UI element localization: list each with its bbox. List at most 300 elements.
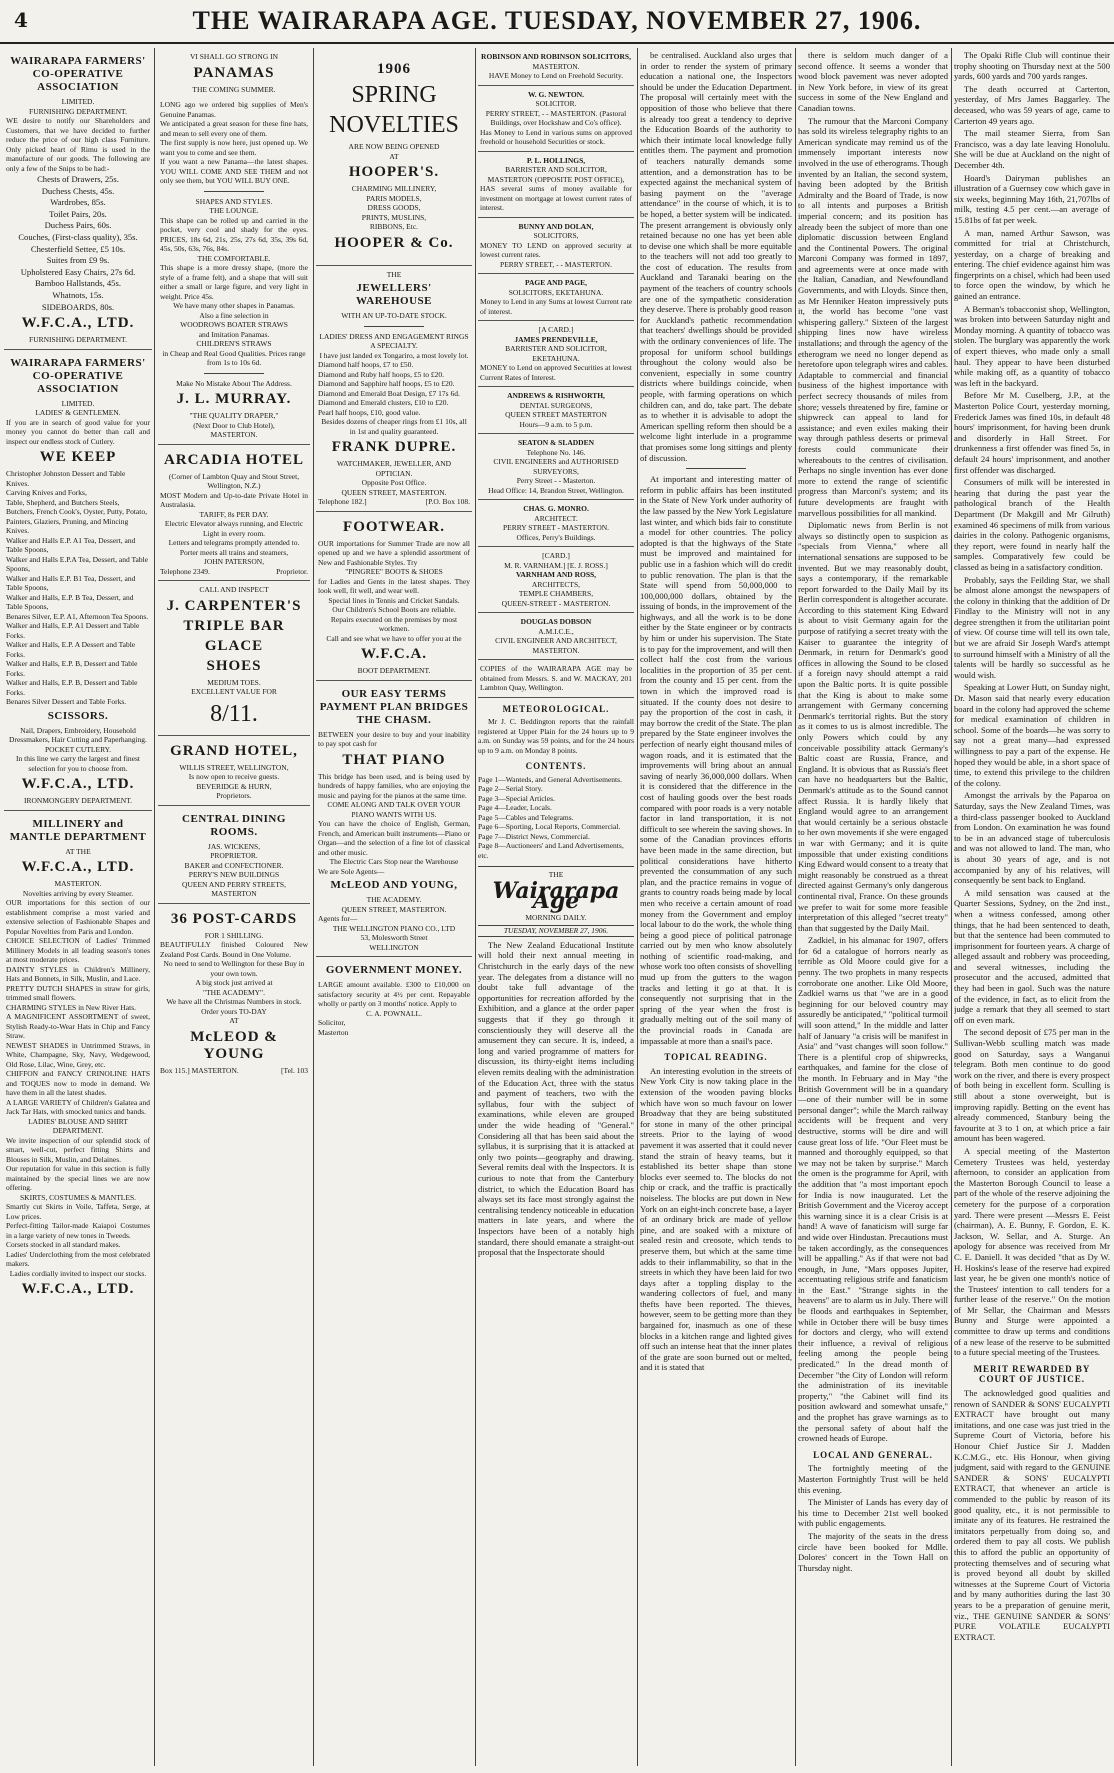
ad-body: Masterton	[318, 1027, 349, 1037]
contents-item: Page 2—Serial Story.	[478, 784, 543, 794]
ad-body: Telephone No. 146.	[526, 447, 586, 457]
ad-subheading: EXCELLENT VALUE FOR	[191, 687, 277, 696]
ad-brand: W.F.C.A., LTD.	[21, 315, 135, 332]
price-item: Wardrobes, 85s.	[50, 197, 106, 208]
ad-subheading: MASTERTON.	[54, 879, 102, 889]
ad-subheading: BAKER and CONFECTIONER.	[184, 860, 284, 870]
ad-body: THE ACADEMY.	[366, 895, 422, 904]
ad-body: Money to Lend in any Sums at lowest Current rate of interest.	[480, 297, 632, 316]
list-item: Walker and Halls, E.P. B, Dessert and Table Forks.	[6, 659, 138, 678]
price-item: Chests of Drawers, 25s.	[37, 174, 119, 184]
ad-body: WE desire to notify our Shareholders and Customers, that we have decided to further reduce the price of our high class Furniture. Only picked heart of Rimu is used in the manufacture of our goods. The following are only a few of the Snips to be had:-	[6, 116, 150, 173]
ad-subheading: COME ALONG AND TALK OVER YOUR PIANO WANTS WITH US.	[327, 800, 461, 819]
solicitor-card	[478, 152, 634, 218]
ad-heading: J. CARPENTER'S	[166, 597, 302, 614]
ad-subheading: SHAPES AND STYLES.	[195, 196, 273, 206]
copies-notice	[478, 660, 634, 698]
list-item: Benares Silver Dessert and Table Forks.	[6, 697, 127, 707]
ad-body: BEVERIDGE & HURN,	[196, 781, 272, 791]
section-heading: CONTENTS.	[525, 761, 587, 772]
solicitor-card	[478, 48, 634, 86]
ad-year: 1906	[377, 61, 411, 77]
ad-body: THE WELLINGTON PIANO CO., LTD	[332, 923, 456, 933]
ad-body: WELLINGTON	[369, 942, 419, 952]
ad-heading: WAIRARAPA FARMERS' CO-OPERATIVE ASSOCIATION	[10, 356, 146, 395]
architect-card	[478, 500, 634, 547]
po-box: Box 115.]	[160, 1065, 190, 1075]
list-item: Carving Knives and Forks,	[6, 488, 87, 498]
ad-body: BEAUTIFULLY finished Coloured New Zealand Post Cards. Bound in One Volume.	[160, 940, 308, 959]
ad-body: Letters and telegrams promptly attended to.	[168, 538, 300, 547]
ad-body: If you are in search of good value for your money you cannot do better than call and inspect our endless stock of Cutlery.	[6, 417, 150, 446]
telephone-number: Telephone 2349.	[160, 566, 210, 576]
ad-brand: McLEOD AND YOUNG,	[330, 879, 458, 891]
ad-subheading: FOR 1 SHILLING.	[204, 930, 264, 940]
price-item: Diamond and Ruby half hoops, £5 to £20.	[318, 369, 445, 379]
ad-subheading: LIMITED.	[61, 97, 95, 106]
ad-body: BARRISTER AND SOLICITOR,	[505, 344, 607, 353]
column-1	[4, 48, 152, 1766]
article-paragraph: The Minister of Lands has every day of his time to December 21st well booked with public engagements.	[798, 1497, 948, 1529]
list-item: A LARGE VARIETY of Children's Galatea and Jack Tar Hats, with smocked tunics and bands.	[6, 1097, 150, 1117]
list-item: Christopher Johnston Dessert and Table Knives.	[6, 469, 126, 488]
ad-heading: SHOES	[206, 657, 262, 674]
ad-subheading: THE COMFORTABLE.	[197, 253, 271, 263]
price-label: 8/11.	[210, 700, 258, 727]
list-item: Walker and Halls, E.P. A Dessert and Table Forks.	[6, 640, 136, 659]
ad-body: The Electric Cars Stop near the Warehouse	[329, 857, 459, 866]
list-item: PRINTS, MUSLINS,	[361, 212, 427, 222]
ad-subheading: AT THE	[65, 846, 91, 856]
ad-heading: ARCADIA HOTEL	[163, 451, 305, 468]
list-item: PARIS MODELS,	[366, 193, 422, 203]
article-paragraph: The death occurred at Carterton, yesterday, of Mrs James Baggarley. The deceased, who was 59 years of age, came to Carterton 49 years ago.	[954, 83, 1110, 126]
ad-body: OUR importations for this section of our establishment comprise a most varied and extensive selection of Fashionable Shapes and Popular Novelties from Paris and London.	[6, 898, 150, 936]
price-item: Diamond half hoops, £7 to £50.	[318, 360, 414, 369]
price-item: Duchess Pairs, 60s.	[44, 220, 112, 231]
ad-heading: WAIRARAPA FARMERS' CO-OPERATIVE ASSOCIATION	[10, 55, 146, 93]
ad-subheading: THE COMING SUMMER.	[192, 84, 276, 94]
article-paragraph: The Opaki Rifle Club will continue their trophy shooting on Thursday next at the 500 yards, 600 yards and 700 yards ranges.	[954, 50, 1110, 82]
wfca-furniture-ad	[4, 48, 152, 350]
ad-subheading: "PINGREE" BOOTS & SHOES	[345, 567, 443, 576]
ad-body: Ladies' Underclothing from the most celebrated makers.	[6, 1249, 150, 1269]
ad-body: and Imitation Panamas.	[198, 329, 270, 339]
ad-body: ARCHITECTS,	[531, 579, 581, 589]
ad-brand: HOOPER & Co.	[334, 234, 454, 251]
ad-body: Opposite Post Office.	[361, 478, 427, 487]
ad-body: Also a fine selection in	[199, 310, 269, 320]
ad-body: Our reputation for value in this section is fully maintained by the special lines we are now offering.	[6, 1164, 150, 1193]
article-paragraph: be centralised. Auckland also urges that in order to render the system of primary education a national one, the Inspectors should be under the Education Department. The proposal will certainly meet with the opposition of those who believe that there is already too great a tendency to deprive the Education Boards of the authority to which their intimate local knowledge fully entitles them. The payment and promotion of teachers naturally demands some attention, and a demonstration has to be expected against the mechanical system of basing payment on the "average attendance" in the course of which, it is to be hoped, a better system will be indicated. The present arrangement is obviously only retained because no one has yet been able to devise one which shall be more equitable to the teachers will not add too greatly to the cost of education. The results from Auckland and Taranaki bearing on the payment of the teachers of country schools are one of the sympathetic consideration they deserve. There is probably good reason for Auckland's pathetic recommendation that teachers' dwellings should be provided with the ordinary conveniences of life. The proposal for uniform school buildings throughout the colony would also be convenient, especially in some country districts where buildings coincide, when people, with farming operations on which children can, and do, take part. The debate as to whether it is advisable to adopt the American spelling reform then should be a welcome light interlude in a programme that promises some long sittings and plenty of discussion.	[640, 50, 792, 463]
list-item: DAINTY STYLES in Children's Millinery, Hats and Bonnets, in Silk, Muslin, and Lace.	[6, 964, 150, 984]
ad-subheading: IRONMONGERY DEPARTMENT.	[23, 796, 133, 806]
article-paragraph: At important and interesting matter of reform in public affairs has been instituted in the State of New York under authority of the law passed by the New York Legislature last winter, and which bids fair to constitute a model for other countries. The policy adopted is that the highways of the State must be improved and maintained for public use in a fashion which will do credit to public renovation. The plan is that the State will spend from 50,000,000 to 100,000,000 dollars, obtained by the issuing of bonds, in the improvement of the highways, and all the work is to be done either by the State engineer or by contracts by him or under his supervision. The State is to pay for the improvement, and will then collect half the cost from the various localities in the proportion of 35 per cent. from the county and 15 per cent. from the town in which the improved road is situated. If the county does not desire to pay the proportion of the cost in cash, it may borrow the credit of the State. The plan prepared by the State engineer involves the perfection of nearly eight thousand miles of wagon roads, and it is estimated that the improvements will bring about an annual saving of nearly 36,000,000 dollars. When it is considered that the difference in the cost of hauling goods over the best roads compared with poor roads is a very notable factor in land transportation, it is not difficult to see wherein the saving shows. In some of the Canadian provinces efforts have been made in the same direction, but political considerations have hitherto prevented the consummation of any such plan, and the practice remains in vogue of grants to country roads being made by local men who receive a certain amount of road money from the Government and employ local labour to do the work, the whole thing being a good piece of political patronage carried out by men who know absolutely nothing of scientific road-making, and whose work too often consists of shovelling mud up from the gutters to the wagon tracks and letting it go at that. It is consequently not surprising that in the spring of the year when the frost is gradually melting out of the soil many of the provincial roads in Canada are impassable at more than a snail's pace.	[640, 474, 792, 1046]
column-2	[158, 48, 310, 1766]
ad-heading: CHAS. G. MONRO.	[523, 504, 589, 513]
ad-body: HAS several sums of money available for investment on mortgage at lowest current rates of interest.	[480, 184, 632, 212]
masthead-the: THE	[548, 870, 564, 880]
central-dining-ad	[158, 806, 310, 904]
ad-body: Porter meets all trains and steamers,	[179, 547, 289, 557]
list-item: Table, Shepherd, and Butchers Steels,	[6, 497, 120, 507]
ad-body: QUEEN STREET MASTERTON	[505, 410, 607, 419]
ad-heading: SPRING	[351, 82, 437, 108]
ad-subheading: "THE QUALITY DRAPER,"	[189, 411, 279, 420]
ad-body: LARGE amount available. £300 to £10,000 on satisfactory security at 4½ per cent. Repayable wholly or partly on 3 months' notice. Apply to	[318, 980, 470, 1008]
ad-body: BETWEEN your desire to buy and your inability to pay spot cash for	[318, 729, 470, 748]
list-item: CHIFFON and FANCY CRINOLINE HATS and TOQUES now to mode in demand. We have them in all the latest shades.	[6, 1069, 150, 1098]
jewellers-ad	[316, 266, 472, 512]
contents-item: Page 5—Cables and Telegrams.	[478, 812, 574, 822]
ad-subheading: AT	[389, 151, 399, 161]
article-paragraph: The majority of the seats in the dress circle have been booked for Mdlle. Dolores' concert in the Town Hall on Thursday night.	[798, 1530, 948, 1573]
column-rule	[475, 48, 476, 1766]
ad-subheading: LIMITED.	[61, 398, 95, 408]
postcards-ad	[158, 904, 310, 1080]
price-item: Diamond and Sapphire half hoops, £5 to £20.	[318, 379, 455, 388]
ad-heading: DOUGLAS DOBSON	[520, 617, 592, 626]
price-item: Upholstered Easy Chairs, 27s 6d.	[20, 266, 136, 277]
page-number: 4	[14, 8, 28, 32]
section-heading: MERIT REWARDED BY COURT OF JUSTICE.	[973, 1363, 1091, 1385]
contents-item: Page 8—Auctioneers' and Land Advertisements, etc.	[478, 841, 624, 860]
article-paragraph: Diplomatic news from Berlin is not always so distinctly open to suspicion as "specials from Vienna," where all international sensations are supposed to be invented. But we may reasonably doubt, says a contemporary, if the remarkable report forwarded to the Daily Mail by its Berlin correspondent is altogether accurate. According to this statement King Edward is about to visit Germany again for the purpose of ratifying a secret treaty with the Kaiser to guarantee the integrity of Denmark, in return for Denmark's good offices in allowing the Sound to be closed if a foreign navy should attempt a raid upon the Baltic ports. It is quite possible that the King is about to make some arrangement with Germany concerning Denmark's territorial rights. But the story as it comes to us is almost incredible. The only Powers which could by any conceivable possibility attack Germany's Baltic coast are Russia, France, and England. It is obvious that as Russia's fleet can have no headquarters but the Baltic, Denmark's attitude as to the Sound cannot affect Russia. It is hardly likely that England would agree to an arrangement that would certainly be a serious obstacle to her own movements if she were engaged in war with Germany; and it is quite impossible that under existing conditions King Edward would consent to a treaty that might reasonably be construed as a threat directed against Germany's only dangerous continental rival, France. On these grounds we prefer to wait for some more feasible interpretation of this alleged "secret treaty" than that suggested by the Daily Mail.	[798, 520, 948, 933]
ad-body: HAVE Money to Lend on Freehold Security.	[488, 71, 624, 80]
ad-brand: HOOPER'S.	[348, 164, 440, 180]
contents-item: Page 4—Leader, Locals.	[478, 803, 552, 813]
ad-subheading: "THE ACADEMY".	[203, 987, 265, 997]
ad-body: We invite inspection of our splendid stock of smart, well-cut, perfect fitting Shirts and Blouses in Silk, Muslin, and Delaines.	[6, 1135, 150, 1164]
ad-subheading: FURNISHING DEPARTMENT.	[29, 106, 127, 116]
article-paragraph: The fortnightly meeting of the Masterton Fortnightly Trust will be held this evening.	[798, 1463, 948, 1495]
ad-body: JOHN PATERSON,	[203, 557, 265, 566]
article-paragraph: An interesting evolution in the streets of New York City is now taking place in the extension of the wooden paving blocks which have won so much favour on lower Broadway that they are being substituted for stone in many of the other principal streets. Prior to the laying of wood pavement it was asserted that it could never stand the strain of heavy teams, but it established its better shape than stone blocks ever seemed to. The blocks do not chip or crack, and the traffic is practically noiseless. The blocks are put down in New York on an eight-inch concrete base, a layer of an ordinary brick are made of yellow pine, and are soaked with a mixture of sealed resin and creosote, which tends to preserve them, but which at the same time adds to their inflammability, so that in the streets in which they have been laid for two days after a toppling display to the wandering collectors of fuel, and many thefts have been reported. The thieves, however, seem to be getting more than they bargained for, inasmuch as one of these blocks in a kitchen range and lighted gives off such an intense heat that the inner plates of the grate are soon burned out or melted, and it is stated that	[640, 1065, 792, 1373]
ad-body: SOLICITORS, EKETAHUNA.	[508, 287, 604, 297]
ad-body: in Cheap and Real Good Qualities. Prices range from 1s to 10s 6d.	[162, 348, 306, 367]
ad-body: M. R. VARNHAM.] [E. J. ROSS.]	[504, 560, 608, 570]
ad-body: Corsets stocked in all standard makes.	[6, 1240, 121, 1250]
ad-body: A big stock just arrived at	[195, 978, 273, 987]
ad-heading: BUNNY AND DOLAN,	[518, 221, 594, 231]
ad-body: This shape is a more dressy shape, (more the style of a frame felt), and a shape that will suit either a small or large figure, and very light in weight. Price 45s.	[160, 263, 308, 301]
list-item: RIBBONS, Etc.	[369, 222, 419, 231]
column-rule	[154, 48, 155, 1766]
ad-role: PROPRIETOR.	[210, 851, 258, 860]
price-item: Duchess Chests, 45s.	[41, 185, 115, 196]
ad-body: In this line we carry the largest and finest selection for you to choose from.	[16, 754, 140, 773]
article-paragraph: The rumour that the Marconi Company has sold its wireless telegraphy rights to an American syndicate may remind us of the immensely important interests now involved in the use of etherograms. Though invented by an Italian, the second system, having been adopted by the British Admiralty and the Board of Trade, is now to all intents and purposes a British imperial concern; and its position has already been the subject of more than one diplomatic discussion between England and the Continental Powers. The original Marconi Company was formed in 1897, and agreements were at once made with the Italian, Canadian, and Newfoundland Governments, and with Lloyds. Since then, as Mr Henniker Heaton impressively puts it, the world has become "one vast whispering gallery." Sixteen of the largest shipping lines now have wireless installations; and through the agency of the etherogram we need no longer depend as heretofore upon telegraph wires and cables. Adaptable to commercial and financial business of the highest importance with perfect secrecy thousands of miles from shore; vessels threatened by fire, famine or shipwreck can appeal to land for assistance; and even exiles making their way through pathless deserts or primeval forests could communicate their whereabouts to the centres of civilisation. Perhaps no single invention has ever done more to extend the range of scientific progress than Marconi's system; and its future developments are fraught with marvellous possibilities for all mankind.	[798, 115, 948, 518]
ad-subheading: THE	[386, 269, 402, 279]
contents-item: Page 6—Sporting, Local Reports, Commercial.	[478, 822, 621, 832]
ad-body: Smartly cut Skirts in Voile, Taffeta, Serge, at Low prices.	[6, 1202, 150, 1221]
section-heading: TOPICAL READING.	[664, 1052, 768, 1063]
column-rule	[637, 48, 638, 1766]
section-heading: METEOROLOGICAL.	[502, 703, 610, 714]
article-paragraph: The New Zealand Educational Institute will hold their next annual meeting in Christchurch in the early days of the new year. The delegates from a distance will no doubt take full advantage of the opportunities for recreation afforded by the Exhibition, and a glance at the order paper suggests that if they go through it conscientiously they will deserve all the amusement they can secure. It is, indeed, a long and varied programme of matters for discussion, its thirty-eight items including eleven remits dealing with the administration of the Education Act, three with the status and payment of teachers, two with the syllabus, four with the subject of examinations, while eleven are grouped under the wide heading of "General." Considering all that has been said about the syllabus, it is surprising that it is attacked at only two points—geography and drawing. Several remits deal with the Inspectors. It is curious to note that from the Canterbury district, to which the Education Board has always set its face most strongly against the centralising tendency noticeable in education matters in late years, and where the Inspectors have been of a notably high standard, there should emanate a straight-out proposal that the Inspectorate should	[478, 939, 634, 1258]
ad-body: (Corner of Lambton Quay and Stout Street, Wellington, N.Z.)	[168, 471, 300, 490]
solicitor-card	[478, 218, 634, 275]
government-money-ad	[316, 957, 472, 1041]
ad-heading: ANDREWS & RISHWORTH,	[507, 391, 605, 400]
ad-brand: FRANK DUPRE.	[331, 439, 457, 455]
ad-body: MASTERTON.	[210, 430, 258, 439]
ad-heading: ROBINSON AND ROBINSON SOLICITORS,	[481, 52, 631, 61]
ad-label: [CARD.]	[542, 551, 570, 560]
list-item: DRESS GOODS,	[367, 203, 421, 212]
solicitor-card	[478, 86, 634, 152]
ad-body: This bridge has been used, and is being used by hundreds of happy families, who are enjoying the music and paying for the pianos at the same time.	[318, 771, 470, 800]
piano-ad	[316, 681, 472, 958]
ad-brand: W.F.C.A., LTD.	[21, 1281, 135, 1298]
ad-body: Perry Street - - Masterton.	[516, 476, 596, 485]
ad-body: Perfect-fitting Tailor-made Kaiapoi Costumes in a large variety of new tones in Tweeds.	[6, 1221, 150, 1240]
ad-subheading: FURNISHING DEPARTMENT.	[29, 335, 127, 345]
hoopers-ad	[316, 48, 472, 266]
ad-body: 53, Molesworth Street	[360, 933, 428, 942]
article-paragraph: A mild sensation was caused at the Quarter Sessions, Sydney, on the 2nd inst., when a witness confessed, among other things, that he had been sentenced to death, but that the sentence had been commuted to imprisonment for fourteen years. A charge of alleged assault and robbery was proceeding, and several witnesses, including the prosecutor and the accused, admitted that they had been in gaol. Such was the nature of the evidence, in fact, as to elicit from the judge a remark that they all seemed to start off on even mark.	[954, 887, 1110, 1025]
ad-body: CIVIL ENGINEER AND ARCHITECT,	[495, 636, 617, 645]
article-paragraph: Mr J. C. Beddington reports that the rainfall registered at Upper Plain for the 24 hours up to 9 a.m. on Sunday was 59 points, and for the 24 hours up to 9 a.m. on Monday 8 points.	[478, 717, 634, 755]
price-item: Couches, (First-class quality), 35s.	[18, 231, 138, 242]
ad-body: If you want a new Panama—the latest shapes. YOU WILL COME AND SEE THEM and not only see them, but YOU WILL BUY ONE.	[160, 157, 308, 185]
ad-body: PERRY STREET, - - MASTERTON. (Pastoral Buildings, over Hockshaw and Co's office).	[485, 108, 627, 127]
ad-body: Electric Elevator always running, and Electric Light in every room.	[164, 519, 304, 538]
ad-body: EKETAHUNA.	[532, 353, 580, 363]
list-item: Walker and Halls, E.P. A1 Dessert and Table Forks.	[6, 621, 140, 640]
ad-heading: OUR EASY TERMS PAYMENT PLAN BRIDGES THE CHASM.	[319, 687, 469, 726]
ad-body: PERRY STREET - MASTERTON.	[502, 523, 610, 532]
article-paragraph: Zadkiel, in his almanac for 1907, offers for 6d a catalogue of horrors nearly as terrible as Old Moore could give for a penny. The two prophets in many respects corroborate one another. Like Old Moore, Zadkiel warns us that "we are in a good beginning for our beloved country may assuredly be anticipated," "political turmoil will soon attend," In the middle and latter half of January "a crisis will be manifest in Asia" and "vast changes will soon follow." There is a plentiful crop of shipwrecks, earthquakes, and famine for the close of the month. In February and in May "the British Government will be in a quandary—one of their number will be in some personal danger"; while the March railway accidents will be frequent and very destructive, storms will be dire and will cause great loss of life. "Our Fleet must be manned and thoroughly equipped, so that we may not be taken by surprise." March the omen is the programme for April, with the addition that "a most important epoch for India is now inaugurated. Let the British Government and the Viceroy accept this warning since it is a clear Crisis is at hand! A wave of fanaticism will surge far and wide over Hindustan. Precautions must be taken accordingly, as the consequences will be appalling." As if that were not bad enough, in June, "Mars opposes Jupiter, accentuating religious strife and fanaticism in the East." "Strange sights in the heavens" are to alarm us in July. There will be floods and earthquakes in September, while in October there will be busy times for doctors and clergy, who will extend their influence, a revival of religious feeling among the people being predicated." In the dread month of December "the City of London will reform the administration of its inevitable property," "the Cabinet will find its position awkward and somewhat unsafe," and the prophet has grave warnings as to the personal safety of about half the crowned heads of Europe.	[798, 935, 948, 1444]
article-paragraph: A Berman's tobacconist shop, Wellington, was broken into between Saturday night and Monday morning. A quantity of tobacco was stolen. The burglary was apparently the work of expert thieves, who made only a small haul. They appear to have been disturbed while making off, as a quantity of tobacco was left in the backyard.	[954, 303, 1110, 388]
list-item: Butchers, French Cook's, Oyster, Putty, Potato, Painters, Glaziers, Pruning, and Mincing Knives.	[6, 507, 147, 536]
ad-heading: JAMES PRENDEVILLE,	[514, 334, 598, 344]
ad-subheading: ARE NOW BEING OPENED	[348, 142, 440, 151]
ad-body: No need to send to Wellington for these Buy in your own town.	[163, 959, 305, 978]
article-paragraph: Amongst the arrivals by the Paparoa on Saturday, says the New Zealand Times, was a third-class passenger booked to Auckland from London. On examination he was found to be in an advanced stage of tuberculosis and was not allowed to land. The man, who is about 30 years of age, and is not accompanied by any of his relatives, will consequently be sent back to England.	[954, 790, 1110, 886]
editorial-masthead	[478, 866, 634, 937]
ad-body: We anticipated a great season for these fine hats, and mean to sell every one of them.	[160, 119, 308, 138]
article-paragraph: Hoard's Dairyman publishes an illustration of a Guernsey cow which gave in six weeks, beginning May 16th, 21,707lbs of milk, testing 4.5 per cent.—an average of 15.81bs of fat per week.	[954, 172, 1110, 225]
ad-body: (Next Door to Club Hotel),	[193, 420, 275, 430]
ad-body: for Ladies and Gents in the latest shapes. They look well, fit well, and wear well.	[318, 576, 470, 595]
ad-subheading: MEDIUM TOES.	[207, 677, 261, 687]
ad-brand: W.F.C.A., LTD.	[21, 776, 135, 793]
ad-body: OUR importations for Summer Trade are now all opened up and we have a splendid assortment of New and Fashionable Styles. Try	[318, 538, 470, 567]
price-item: Diamond and Emerald Boat Design, £7 17s 6d.	[318, 388, 460, 398]
editorial-title: Wairarapa Age	[492, 877, 620, 915]
price-item: Whatnots, 15s.	[52, 289, 104, 300]
solicitor-card	[478, 321, 634, 387]
ad-subheading: CHILDREN'S STRAWS	[196, 339, 272, 348]
ad-body: TEMPLE CHAMBERS,	[518, 589, 594, 598]
ad-heading: MILLINERY and MANTLE DEPARTMENT	[9, 817, 147, 843]
ad-heading: 36 POST-CARDS	[170, 910, 298, 927]
ad-heading: THAT PIANO	[342, 751, 446, 768]
section-heading: LOCAL AND GENERAL.	[813, 1449, 933, 1460]
ad-body: ARCHITECT.	[534, 513, 578, 523]
price-item: Bamboo Hallstands, 45s.	[35, 278, 121, 289]
column-rule	[313, 48, 314, 1766]
ad-heading: PANAMAS	[193, 64, 275, 81]
column-5	[640, 48, 792, 1766]
ad-subheading: CALL AND INSPECT	[199, 585, 269, 594]
ad-heading: FOOTWEAR.	[343, 518, 445, 535]
ad-body: DENTAL SURGEONS,	[519, 400, 593, 410]
price-item: Chesterfield Settee, £5 10s.	[30, 243, 126, 254]
ad-body: We are Sole Agents—	[318, 866, 385, 876]
carpenters-shoes-ad	[158, 581, 310, 736]
ad-subheading: POCKET CUTLERY.	[45, 744, 111, 754]
editorial-subtitle: MORNING DAILY.	[525, 912, 587, 922]
article-paragraph: The mail steamer Sierra, from San Francisco, was a day late leaving Honolulu. She will be due at Auckland on the night of December 4th.	[954, 128, 1110, 170]
ad-body: MASTERTON.	[532, 645, 580, 655]
engineer-card	[478, 434, 634, 500]
ad-body: Is now open to receive guests.	[188, 772, 280, 781]
ad-body: MASTERTON (OPPOSITE POST OFFICE),	[487, 174, 625, 184]
article-paragraph: The second deposit of £75 per man in the Sullivan-Webb sculling match was made good on Saturday, says a Wanganui telegram. Both men continue to do good work on the river, and there is every prospect of both being in excellent form. Sculling is still about a stone overweight, but is improving rapidly. Betting on the event has already commenced, Stanbury being the favourite at 3 to 1 on, at which price a fair amount has been wagered.	[954, 1027, 1110, 1144]
ad-body: MONEY TO LEND on approved security at lowest current rates.	[480, 240, 632, 259]
ad-body: Besides dozens of cheaper rings from £1 10s, all in 1st and quality guaranteed.	[321, 417, 467, 436]
ad-body: BARRISTER AND SOLICITOR,	[505, 165, 607, 174]
ad-body: This shape can be rolled up and carried in the pocket, very cool and shady for the eyes. PRICES, 18s 6d, 21s, 25s, 27s 6d, 35s, 39s 6d, 45s, 50s, 63s, 76s, 84s.	[160, 215, 308, 253]
article-paragraph: Speaking at Lower Hutt, on Sunday night, Dr. Mason said that nearly every education board in the colony had approved the scheme for medical examination of children in school. Some of the boards—he was sorry to say not a great many—had expressed willingness to pay a part of the expense. He hoped they would be able, in a short space of time, to extend this privilege to the children of the colony.	[954, 682, 1110, 788]
ad-body: QUEEN AND PERRY STREETS,	[182, 879, 286, 889]
article-paragraph: A special meeting of the Masterton Cemetery Trustees was held, yesterday afternoon, to consider an application from the Masterton Borough Council to lease a part of the whole of the reserve adjoining the cemetery for the purpose of a corporation yard. There were present —Messrs E. Feist (chairman), A. E. Bunny, F. Gordon, E. K. Jackson, W. Sellar, and A. Sturge. An apology for absence was received from Mr C. E. Daniell. It was decided "that as Dy W. H. Hoskins's lease of the reserve had expired last year, he be given one month's notice of the Trustees' intention to call tenders for a further lease of the reserve." On the motion of Mr Sellar, the Chairman and Messrs Bunny and Sturge were appointed a committee to draw up terms and conditions of a new lease of the reserve to be submitted to a future special meeting of the Trustees.	[954, 1145, 1110, 1358]
solicitor-card	[478, 274, 634, 321]
ad-role: Proprietors.	[216, 791, 252, 800]
ad-heading: GOVERNMENT MONEY.	[325, 964, 463, 976]
arcadia-hotel-ad	[158, 445, 310, 582]
ad-heading: NOVELTIES	[329, 112, 459, 138]
contents-item: Page 3—Special Articles.	[478, 793, 555, 803]
ad-subheading: THE LOUNGE.	[209, 206, 259, 215]
ad-subheading: TARIFF, 8s PER DAY.	[199, 509, 269, 519]
article-paragraph: Before Mr M. Cuselberg, J.P., at the Masterton Police Court, yesterday morning, Frederick James was fined 10s, in default 48 hours' imprisonment, for having been drunk and disorderly in Hall Street. For drunkenness a first offender was fined 5s, in default 24 hours' imprisonment, and another first offender was discharged.	[954, 390, 1110, 475]
ad-body: Agents for—	[318, 914, 358, 923]
ad-body: Hours—9 a.m. to 5 p.m.	[519, 419, 593, 429]
ad-body: QUEEN-STREET - MASTERTON.	[501, 598, 611, 608]
price-item: Toilet Pairs, 20s.	[49, 208, 107, 219]
list-item: NEWEST SHADES in Untrimmed Straws, in White, Champagne, Sky, Navy, Wedgewood, Old Rose, Lilac, Wine, Grey, etc.	[6, 1040, 150, 1069]
ad-label: [A CARD.]	[538, 325, 574, 334]
wfca-millinery-ad	[4, 811, 152, 1306]
ad-body: We have all the Christmas Numbers in stock. Order yours TO-DAY	[166, 997, 302, 1016]
po-box: [P.O. Box 108.	[425, 497, 470, 506]
wfca-cutlery-ad	[4, 350, 152, 811]
ad-body: QUEEN STREET, MASTERTON.	[341, 904, 447, 914]
article-paragraph: Consumers of milk will be interested in hearing that during the past year the pathological branch of the Health Department (Dr Makgill and Mr Gilruth) examined 46 specimens of milk from various dairies in the colony. Pathogenic organisms, they report, were found in nearly half the samples. Comparatively few could be classed as being in a satisfactory condition.	[954, 477, 1110, 572]
article-paragraph: Probably, says the Feilding Star, we shall be almost alone amongst the newspapers of the colony in thinking that the addition of Dr Findlay to the Ministry will not in any degree strengthen it from the utilitarian point of view. Of course time will tell its own tale, but we are afraid Sir Joseph Ward's attempt to surround himself with a Ministry of all the talents will be hardly so successful as he would wish.	[954, 574, 1110, 680]
ad-heading: GRAND HOTEL,	[170, 742, 298, 759]
dental-card	[478, 387, 634, 434]
ad-body: CIVIL ENGINEERS and AUTHORISED SURVEYORS,	[493, 457, 619, 476]
ad-body: Has Money to Lend in various sums on approved freehold or household Securities or stock.	[480, 127, 632, 146]
newspaper-title: THE WAIRARAPA AGE. TUESDAY, NOVEMBER 27, 1906.	[192, 6, 922, 35]
article-paragraph: A man, named Arthur Sawson, was committed for trial at Christchurch, yesterday, on a charge of breaking and entering. The chief evidence against him was fingerprints on a chisel, which had been used to force open the window, by which he gained an entrance.	[954, 227, 1110, 302]
ad-subheading: WILLIS STREET, WELLINGTON,	[179, 762, 289, 772]
ad-body: The first supply is now here, just opened up. We want you to come and see them.	[160, 138, 308, 157]
column-4	[478, 48, 634, 1766]
ad-subheading: WATCHMAKER, JEWELLER, AND OPTICIAN.	[336, 459, 452, 478]
ad-body: Our Children's School Boots are reliable.	[332, 605, 456, 614]
ad-body: SOLICITOR.	[535, 99, 577, 108]
ad-heading: P. L. HOLLINGS,	[526, 155, 586, 165]
ad-body: Nail, Drapers, Embroidery, Household Dressmakers, Hair Cutting and Paperhanging.	[9, 725, 147, 745]
ad-subheading: SKIRTS, COSTUMES & MANTLES.	[19, 1192, 137, 1202]
list-item: CHARMING MILLINERY,	[351, 184, 437, 193]
ad-body: Solicitor,	[318, 1018, 346, 1027]
price-item: SIDEBOARDS, 80s.	[41, 301, 115, 312]
ad-body: I have just landed ex Tongariro, a most lovely lot.	[319, 350, 469, 360]
column-rule	[951, 48, 952, 1766]
ad-body: PERRY STREET, - - MASTERTON.	[500, 259, 612, 269]
ad-heading: VARNHAM AND ROSS,	[515, 570, 597, 579]
list-item: Walker and Halls, E.P. B Tea, Dessert, and Table Spoons,	[6, 592, 134, 612]
article-paragraph: The acknowledged good qualities and renown of SANDER & SONS' EUCALYPTI EXTRACT have brought out many imitations, and one case was just tried in the Supreme Court of Victoria, before his Honour Chief Justice Sir J. Madden K.C.M.G., etc. His Honour, when giving judgment, said with regard to the GENUINE SANDER & SONS' EUCALYPTI EXTRACT, that whenever an article is commended to the public by reason of its good quality, etc., it is not permissible to imitate any of its features. He restrained the imitators perpetually from doing so, and ordered them to pay all costs. We publish this to afford the public an opportunity of protecting themselves and of securing what is proved beyond all doubt by skilled witnesses at the Supreme Court of Victoria and by many authorities during the last 30 years to be a preparation of genuine merit, viz., THE GENUINE SANDER & SONS' PURE VOLATILE EUCALYPTI EXTRACT.	[954, 1388, 1110, 1642]
ad-body: Novelties arriving by every Steamer.	[22, 888, 134, 898]
masthead	[0, 0, 1114, 44]
ad-body: Ladies cordially invited to inspect our stocks.	[9, 1268, 147, 1278]
ad-body: MONEY to Lend on approved Securities at lowest Current Rates of Interest.	[480, 363, 632, 382]
ad-brand: W.F.C.A., LTD.	[21, 859, 135, 876]
footwear-ad	[316, 512, 472, 681]
price-item: Suites from £9 9s.	[46, 255, 110, 266]
ad-body: MASTERTON.	[532, 61, 580, 71]
list-item: Benares Silver, E.P. A1, Afternoon Tea Spoons.	[6, 611, 149, 621]
ad-subheading: WITH AN UP-TO-DATE STOCK.	[341, 311, 447, 320]
ad-heading: JEWELLERS' WAREHOUSE	[355, 282, 433, 307]
article-paragraph: there is seldom much danger of a second offence. It seems a wonder that wood block pavement was never adopted in New York before, in view of its great success in some of the New England and Canadian towns.	[798, 50, 948, 113]
list-item: Walker and Halls E.P. A1 Tea, Dessert, and Table Spoons,	[6, 535, 136, 555]
engineer-card	[478, 613, 634, 660]
ad-heading: PAGE AND PAGE,	[524, 278, 587, 287]
telephone-number: Telephone 182.]	[318, 497, 367, 506]
ad-brand: W.F.C.A.	[360, 646, 428, 662]
ad-body: Repairs executed on the premises by most workmen.	[330, 614, 458, 633]
ad-body: C. A. POWNALL.	[365, 1008, 423, 1018]
ad-body: Make No Mistake About The Address.	[176, 378, 292, 388]
ad-subheading: LADIES' BLOUSE AND SHIRT DEPARTMENT.	[28, 1116, 128, 1136]
list-item: CHOICE SELECTION of Ladies' Trimmed Millinery Models in all leading season's tones at most moderate prices.	[6, 936, 150, 965]
column-6	[798, 48, 948, 1766]
ad-body: Call and see what we have to offer you at the	[326, 633, 462, 643]
ad-town: MASTERTON.	[191, 1065, 239, 1075]
price-item: Pearl half hoops, £10, good value.	[318, 407, 421, 417]
ad-role: Proprietor.	[276, 566, 308, 576]
ad-body: MASTERTON	[211, 889, 257, 898]
telephone-number: [Tel. 103	[281, 1065, 308, 1075]
ad-body: LONG ago we ordered big supplies of Men's Genuine Panamas.	[160, 100, 308, 119]
ad-heading: TRIPLE BAR	[183, 617, 285, 634]
ad-body: Offices, Perry's Buildings.	[516, 532, 596, 542]
ad-body: We have many other shapes in Panamas.	[173, 301, 295, 310]
ad-heading: WE KEEP	[39, 449, 117, 466]
column-3	[316, 48, 472, 1766]
ad-body: A.M.I.C.E.,	[538, 626, 574, 636]
ad-heading: W. G. NEWTON.	[527, 89, 585, 99]
ad-body: QUEEN STREET, MASTERTON.	[341, 487, 447, 497]
ad-brand: J. L. MURRAY.	[176, 391, 292, 407]
ad-body: JAS. WICKENS,	[207, 841, 261, 851]
ad-subheading: LADIES' & GENTLEMEN.	[35, 408, 121, 418]
ad-heading: GLACE	[204, 637, 264, 654]
ad-heading: CENTRAL DINING ROOMS.	[182, 812, 286, 838]
contents-item: Page 7—District News, Commercial.	[478, 831, 590, 841]
ad-subheading: BOOT DEPARTMENT.	[357, 666, 431, 675]
list-item: CHARMING STYLES in New River Hats.	[6, 1002, 136, 1012]
ad-body: Special lines in Tennis and Cricket Sandals.	[328, 595, 460, 605]
